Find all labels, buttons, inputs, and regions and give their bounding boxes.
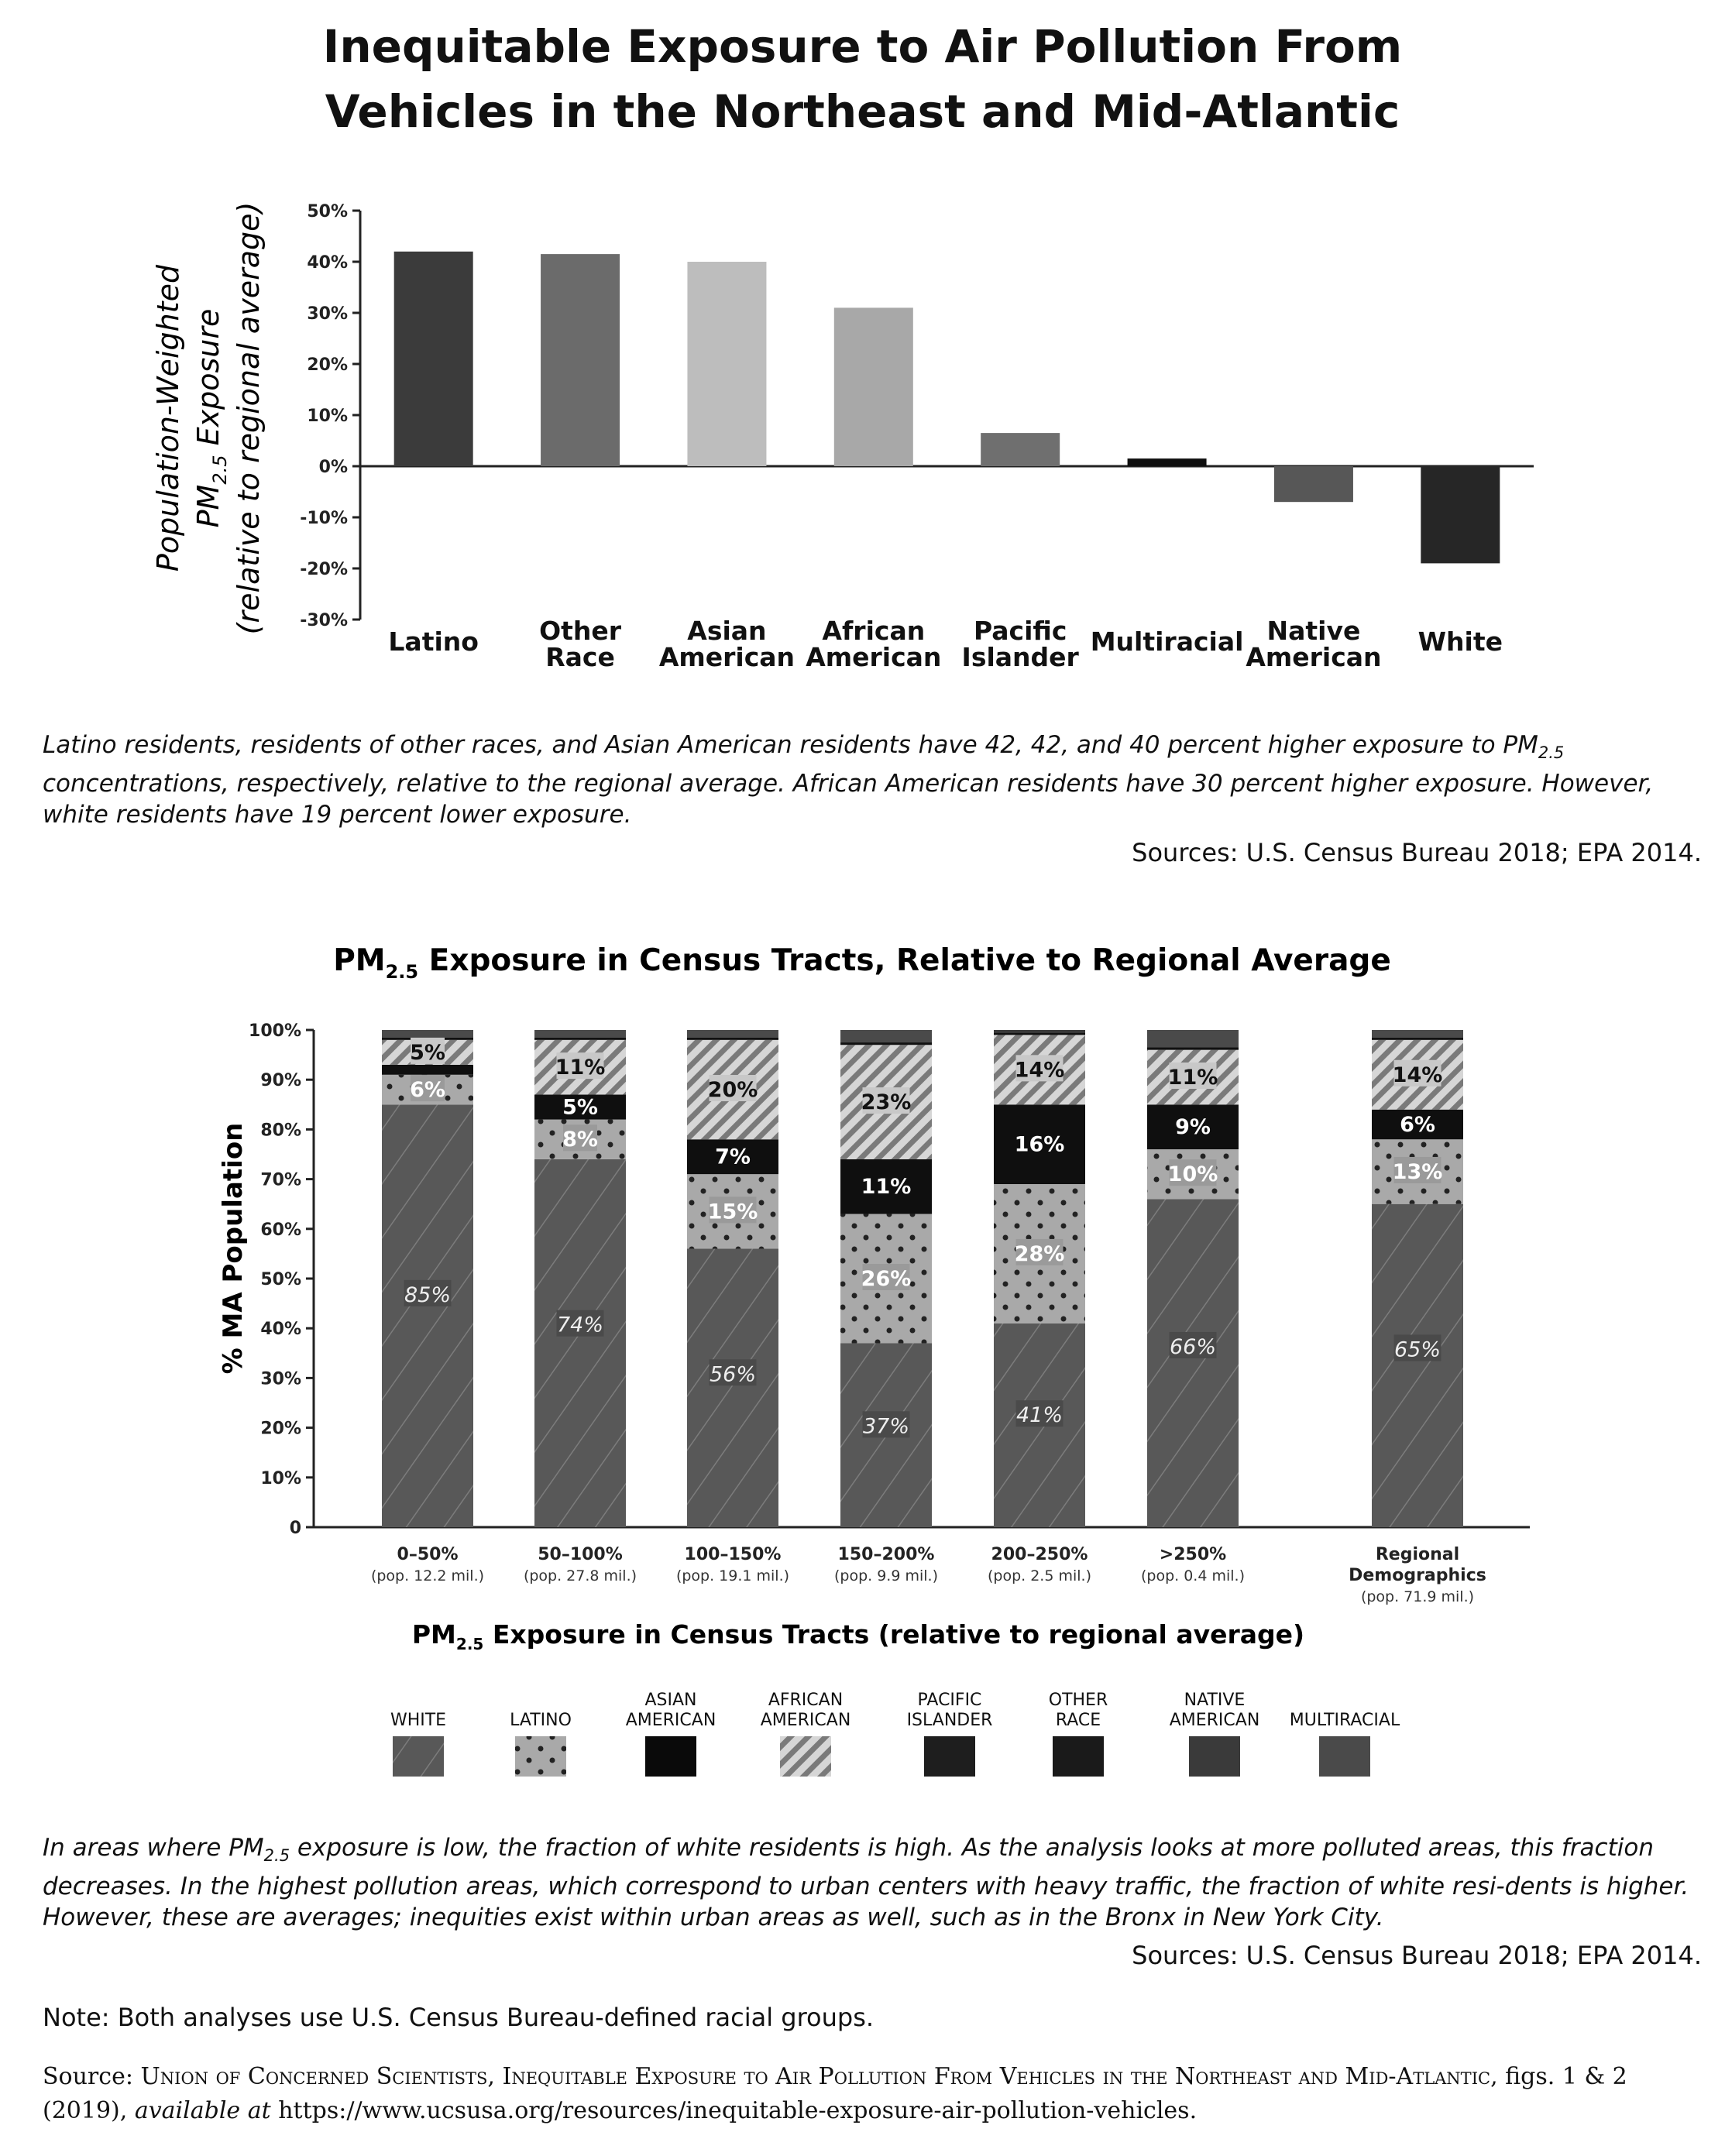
chart2-segment-label: 11% xyxy=(1167,1065,1218,1090)
chart2-y-tick-label: 60% xyxy=(260,1220,301,1240)
chart2-y-tick-label: 40% xyxy=(260,1320,301,1340)
chart2-segment-label: 11% xyxy=(861,1175,912,1200)
chart2-segment-label: 41% xyxy=(1015,1403,1064,1428)
chart2-segment xyxy=(994,1032,1085,1035)
chart1-y-tick-label: 0% xyxy=(318,458,348,477)
chart2-segment xyxy=(687,1030,778,1038)
chart2-segment-label: 65% xyxy=(1393,1337,1442,1362)
chart1-bar xyxy=(834,307,913,466)
chart2-segment xyxy=(382,1065,473,1075)
chart1-axis xyxy=(300,202,1534,630)
chart2-legend-swatch xyxy=(1053,1736,1104,1777)
chart2-xlabel: $PM_{2.5}$ Exposure in Census Tracts (relative to regional average) xyxy=(411,1619,1305,1653)
census-tract-stacked-chart xyxy=(0,922,1725,1820)
chart1-y-tick-label: 40% xyxy=(307,253,348,273)
chart2-segment-label: 13% xyxy=(1392,1159,1443,1184)
chart2-legend-label: AFRICAN AMERICAN xyxy=(760,1691,851,1730)
chart1-category-label: Pacific Islander xyxy=(961,616,1079,672)
chart2-segment-label: 20% xyxy=(707,1078,758,1103)
page-title-line-1: Inequitable Exposure to Air Pollution From xyxy=(322,20,1403,73)
chart2-segment-label: 26% xyxy=(861,1267,912,1291)
chart1-y-tick-label: -30% xyxy=(300,611,348,630)
chart1-category-label: Other Race xyxy=(539,616,622,672)
caption-1 xyxy=(43,730,1700,830)
chart2-segment-label: 7% xyxy=(715,1145,751,1169)
chart2-category-pop: (pop. 2.5 mil.) xyxy=(987,1567,1092,1584)
caption-2 xyxy=(43,1832,1700,1933)
chart2-segment-label: 74% xyxy=(556,1313,604,1337)
chart2-segment xyxy=(1147,1047,1239,1049)
chart2-segment xyxy=(1372,1204,1463,1527)
chart1-y-tick-label: 20% xyxy=(307,355,348,375)
chart2-segment-label: 5% xyxy=(562,1095,598,1120)
final-source-available: available at xyxy=(134,2097,271,2124)
chart2-segment xyxy=(994,1030,1085,1032)
chart1-y-tick-label: -10% xyxy=(300,509,348,528)
chart2-segment xyxy=(534,1038,626,1040)
chart2-segment-label: 16% xyxy=(1014,1132,1065,1157)
final-source-figs: , figs. 1 & 2 (2019), xyxy=(43,2063,1627,2124)
chart1-category-label: Latino xyxy=(388,627,479,657)
chart2-segment-label: 37% xyxy=(862,1414,910,1439)
chart2-segment-label: 6% xyxy=(410,1078,445,1103)
chart2-segment xyxy=(687,1248,778,1527)
page-title-line-2: Vehicles in the Northeast and Mid-Atlantic xyxy=(325,85,1400,138)
chart2-legend-swatch xyxy=(924,1736,975,1777)
chart2-legend-swatch xyxy=(393,1736,444,1777)
chart2-ylabel: % MA Population xyxy=(218,1122,249,1375)
chart2-segment xyxy=(534,1159,626,1527)
caption-1-part-a: Latino residents, residents of other races, and Asian American residents have 42, 42, and 40 percent higher exposure to PM xyxy=(43,731,1538,759)
chart2-title: $PM_{2.5}$ Exposure in Census Tracts, Relative to Regional Average xyxy=(333,943,1391,983)
note: Note: Both analyses use U.S. Census Bureau-defined racial groups. xyxy=(43,2003,875,2032)
chart2-legend-swatch xyxy=(1189,1736,1240,1777)
chart1-bars xyxy=(394,252,1500,564)
chart1-bar xyxy=(687,262,766,466)
chart2-y-tick-label: 50% xyxy=(260,1270,301,1289)
chart1-bar xyxy=(981,433,1060,466)
chart2-legend-label: OTHER RACE xyxy=(1048,1691,1108,1730)
chart2-y-tick-label: 70% xyxy=(260,1170,301,1190)
chart2-segment-label: 11% xyxy=(555,1056,606,1080)
chart2-segment-label: 23% xyxy=(861,1090,912,1115)
chart2-segment xyxy=(840,1042,932,1045)
chart1-category-label: Multiracial xyxy=(1090,627,1244,657)
chart2-category-label: Regional Demographics xyxy=(1349,1545,1486,1585)
chart2-y-tick-label: 30% xyxy=(260,1369,301,1389)
chart2-y-tick-label: 100% xyxy=(249,1021,301,1041)
final-source xyxy=(43,2060,1700,2128)
chart2-segment-label: 10% xyxy=(1167,1162,1218,1187)
chart2-segment-label: 6% xyxy=(1400,1112,1435,1137)
chart2-category-label: >250% xyxy=(1159,1545,1227,1564)
chart2-segment-label: 15% xyxy=(707,1200,758,1224)
chart1-category-label: Asian American xyxy=(658,616,795,672)
chart1-y-tick-label: 10% xyxy=(307,407,348,426)
chart1-y-tick-label: 30% xyxy=(307,304,348,324)
chart1-xlabels xyxy=(388,616,1503,672)
chart1-bar xyxy=(1274,466,1353,502)
chart2-segment-label: 5% xyxy=(410,1040,445,1065)
chart2-segment xyxy=(534,1030,626,1038)
chart1-ylabel-line-1: Population-Weighted xyxy=(151,264,185,572)
chart2-segment xyxy=(1147,1030,1239,1047)
chart2-legend-swatch xyxy=(645,1736,696,1777)
chart2-segment-label: 28% xyxy=(1014,1241,1065,1266)
chart2-legend-label: NATIVE AMERICAN xyxy=(1169,1691,1260,1730)
final-source-sep: , xyxy=(487,2063,503,2090)
chart2-segment-label: 8% xyxy=(562,1128,598,1152)
chart2-bars xyxy=(382,1030,1463,1527)
chart1-bar xyxy=(394,252,473,466)
chart1-category-label: White xyxy=(1417,627,1503,657)
chart1-ylabel-line-2: $PM_{2.5}$ Exposure xyxy=(191,308,231,528)
chart2-legend-swatch xyxy=(780,1736,831,1777)
sources-2: Sources: U.S. Census Bureau 2018; EPA 2014. xyxy=(1132,1941,1702,1970)
caption-2-part-a: In areas where PM xyxy=(43,1834,264,1862)
chart2-legend-swatch xyxy=(515,1736,566,1777)
chart2-legend xyxy=(390,1691,1400,1777)
chart1-ylabel xyxy=(151,202,266,635)
final-source-org: Union of Concerned Scientists xyxy=(140,2063,488,2090)
page-title xyxy=(0,14,1725,144)
final-source-url: https://www.ucsusa.org/resources/inequitable-exposure-air-pollution-vehicles. xyxy=(270,2097,1198,2124)
chart1-category-label: Native American xyxy=(1246,616,1382,672)
chart2-category-pop: (pop. 27.8 mil.) xyxy=(523,1567,637,1584)
chart2-y-tick-label: 80% xyxy=(260,1121,301,1141)
chart2-y-tick-label: 10% xyxy=(260,1468,301,1488)
chart2-category-pop: (pop. 19.1 mil.) xyxy=(675,1567,790,1584)
chart2-segment xyxy=(382,1104,473,1527)
chart2-segment-label: 14% xyxy=(1014,1058,1065,1083)
chart2-segment xyxy=(382,1030,473,1038)
chart1-bar xyxy=(1128,458,1207,466)
chart2-category-label: 0–50% xyxy=(397,1545,459,1564)
sources-1: Sources: U.S. Census Bureau 2018; EPA 2014. xyxy=(1132,838,1702,867)
final-source-report: Inequitable Exposure to Air Pollution From Vehicles in the Northeast and Mid-Atlantic xyxy=(502,2063,1491,2090)
caption-1-part-b: concentrations, respectively, relative to the regional average. African American residents have 30 percent higher exposure. However, white residents have 19 percent lower exposure. xyxy=(43,770,1654,829)
chart2-segment-label: 56% xyxy=(709,1362,757,1387)
chart2-legend-label: WHITE xyxy=(390,1711,447,1730)
chart1-y-tick-label: 50% xyxy=(307,202,348,221)
chart1-bar xyxy=(541,254,620,466)
chart2-category-pop: (pop. 12.2 mil.) xyxy=(370,1567,485,1584)
chart2-category-label: 50–100% xyxy=(538,1545,623,1564)
chart2-segment-label: 66% xyxy=(1169,1334,1217,1359)
chart2-segment xyxy=(1372,1030,1463,1038)
chart2-category-label: 200–250% xyxy=(991,1545,1088,1564)
chart2-category-pop: (pop. 71.9 mil.) xyxy=(1360,1588,1475,1605)
chart2-legend-swatch xyxy=(1319,1736,1370,1777)
caption-1-subscript: 2.5 xyxy=(1538,743,1565,763)
chart2-legend-label: MULTIRACIAL xyxy=(1289,1711,1400,1730)
chart2-y-tick-label: 0 xyxy=(289,1519,301,1538)
chart2-segment xyxy=(1147,1199,1239,1527)
chart2-category-label: 150–200% xyxy=(837,1545,935,1564)
chart2-y-tick-label: 20% xyxy=(260,1419,301,1439)
chart2-category-pop: (pop. 9.9 mil.) xyxy=(833,1567,939,1584)
chart2-xlabels xyxy=(371,1545,1486,1605)
chart2-segment-label: 9% xyxy=(1175,1115,1211,1140)
chart1-y-tick-label: -20% xyxy=(300,560,348,579)
chart2-y-tick-label: 90% xyxy=(260,1071,301,1091)
final-source-prefix: Source: xyxy=(43,2063,141,2090)
chart2-legend-label: PACIFIC ISLANDER xyxy=(906,1691,993,1730)
chart1-bar xyxy=(1421,466,1500,563)
chart2-segment xyxy=(1372,1038,1463,1040)
chart2-segment-label: 14% xyxy=(1392,1063,1443,1087)
chart1-ylabel-line-3: (relative to regional average) xyxy=(232,201,266,635)
chart1-category-label: African American xyxy=(806,616,942,672)
caption-2-part-b: exposure is low, the fraction of white residents is high. As the analysis looks at more polluted areas, this fraction decreases. In the highest pollution areas, which correspond to urban centers with heavy traffic, the fraction of white resi-dents is higher. However, these are averages; inequities exist within urban areas as well, such as in the Bronx in New York City. xyxy=(43,1834,1689,1932)
chart2-segment xyxy=(840,1030,932,1042)
chart2-legend-label: ASIAN AMERICAN xyxy=(625,1691,716,1730)
chart2-legend-label: LATINO xyxy=(510,1711,572,1730)
chart2-segment-label: 85% xyxy=(404,1282,452,1307)
chart2-segment xyxy=(687,1038,778,1040)
caption-2-subscript: 2.5 xyxy=(263,1846,290,1866)
chart2-category-label: 100–150% xyxy=(684,1545,782,1564)
chart2-category-pop: (pop. 0.4 mil.) xyxy=(1140,1567,1246,1584)
